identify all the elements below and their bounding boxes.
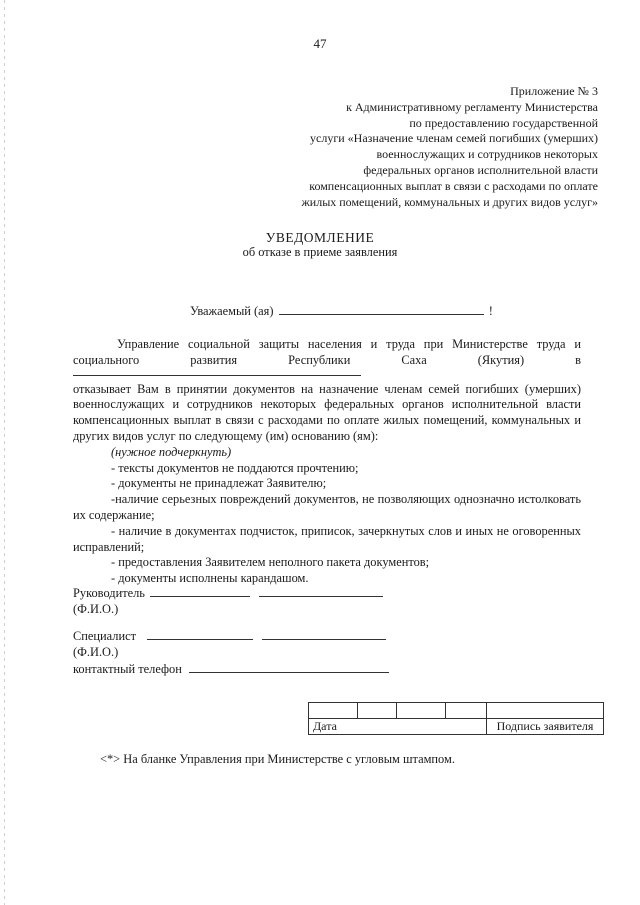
reason-item: - документы не принадлежат Заявителю; <box>111 476 327 491</box>
notice-body <box>73 337 581 587</box>
specialist-name-line <box>262 628 386 640</box>
appendix-header <box>302 84 599 210</box>
greeting-end: ! <box>488 304 493 318</box>
reason-item: -наличие серьезных повреждений документов, не позволяющих однозначно истолковать их содержание; <box>73 492 581 522</box>
greeting <box>190 303 493 319</box>
appendix-line: Приложение № 3 <box>510 84 598 98</box>
greeting-label: Уважаемый (ая) <box>190 304 274 318</box>
applicant-signature-table <box>308 702 604 735</box>
paragraph-1-line-1: Управление социальной защиты населения и труда при Министерстве труда и <box>117 337 581 351</box>
specialist-signature-block <box>73 628 389 677</box>
table-cell <box>446 703 487 719</box>
document-title: УВЕДОМЛЕНИЕ <box>265 230 375 245</box>
phone-label: контактный телефон <box>73 661 182 676</box>
head-label: Руководитель <box>73 586 145 600</box>
phone-line <box>189 661 389 673</box>
appendix-line: к Административному регламенту Министерства <box>346 99 598 114</box>
head-signature-block <box>73 585 383 618</box>
scan-edge <box>4 0 5 905</box>
appendix-line: военнослужащих и сотрудников некоторых <box>376 147 598 162</box>
note: (нужное подчеркнуть) <box>111 444 232 459</box>
document-subtitle: об отказе в приеме заявления <box>242 245 398 259</box>
reason-item: - документы исполнены карандашом. <box>111 571 309 586</box>
specialist-fio-label: (Ф.И.О.) <box>73 644 119 659</box>
date-cell: Дата <box>309 719 487 735</box>
paragraph-2: отказывает Вам в принятии документов на назначение членам семей погибших (умерших) военнослужащих и сотрудников некоторых федеральных органов исполнительной власти компенсационных выплат в связи с расходами по оплате жилых помещений, коммунальных и других видов услуг по следующему (им) основанию (ям): <box>73 381 581 443</box>
signature-cell: Подпись заявителя <box>487 719 604 735</box>
table-cell <box>397 703 446 719</box>
department-blank-line <box>73 369 361 376</box>
paragraph-1-line-2: социального развития Республики Саха (Якутия) в <box>73 352 581 367</box>
reason-item: - тексты документов не поддаются прочтению; <box>111 460 359 475</box>
table-cell <box>358 703 397 719</box>
specialist-signature-line <box>147 628 253 640</box>
table-cell <box>309 703 358 719</box>
appendix-line: компенсационных выплат в связи с расходами по оплате <box>309 178 598 193</box>
reason-item: - предоставления Заявителем неполного пакета документов; <box>111 555 430 570</box>
specialist-label: Специалист <box>73 629 136 643</box>
recipient-name-line <box>279 303 484 315</box>
appendix-line: федеральных органов исполнительной власти <box>363 162 598 177</box>
table-cell <box>487 703 604 719</box>
appendix-line: по предоставлению государственной <box>409 115 598 130</box>
head-signature-line <box>150 585 250 597</box>
footnote: <*> На бланке Управления при Министерстве с угловым штампом. <box>100 752 455 766</box>
reason-item: - наличие в документах подчисток, приписок, зачеркнутых слов и иных не оговоренных исправлений; <box>73 523 581 554</box>
page-number: 47 <box>313 36 327 51</box>
appendix-line: услуги «Назначение членам семей погибших (умерших) <box>310 131 598 146</box>
head-name-line <box>259 585 383 597</box>
head-fio-label: (Ф.И.О.) <box>73 601 119 616</box>
appendix-line: жилых помещений, коммунальных и других видов услуг» <box>301 194 598 209</box>
